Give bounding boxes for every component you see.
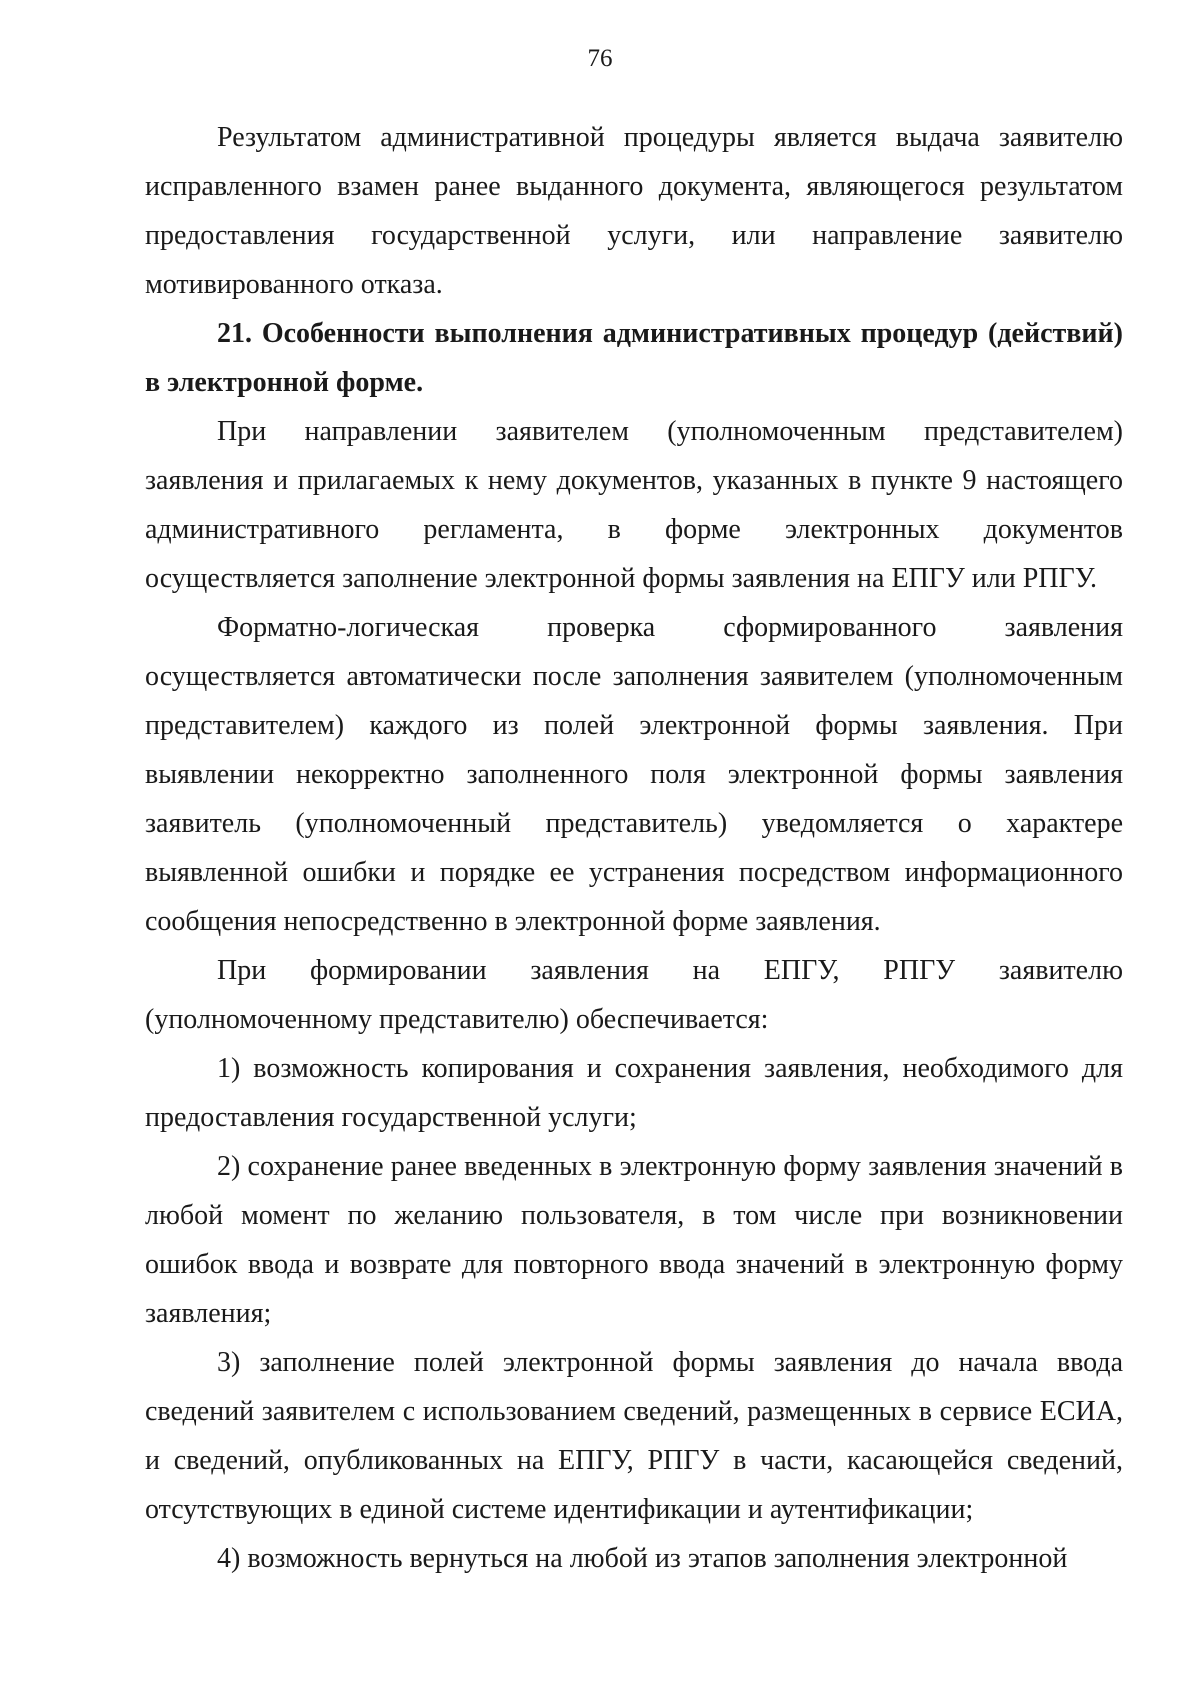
paragraph-submission: При направлении заявителем (уполномоченным представителем) заявления и прилагаемых к нему документов, указанных в пункте 9 настоящего административного регламента, в форме электронных документов осуществляется заполнение электронной формы заявления на ЕПГУ или РПГУ. [145, 416, 1123, 594]
paragraph-provided-features: При формировании заявления на ЕПГУ, РПГУ заявителю (уполномоченному представителю) обеспечивается: [145, 955, 1123, 1035]
list-item-3: 3) заполнение полей электронной формы заявления до начала ввода сведений заявителем с использованием сведений, размещенных в сервисе ЕСИА, и сведений, опубликованных на ЕПГУ, РПГУ в части, касающейся сведений, отсутствующих в единой системе идентификации и аутентификации; [145, 1347, 1123, 1525]
paragraph-format-check: Форматно-логическая проверка сформированного заявления осуществляется автоматически после заполнения заявителем (уполномоченным представителем) каждого из полей электронной формы заявления. При выявлении некорректно заполненного поля электронной формы заявления заявитель (уполномоченный представитель) уведомляется о характере выявленной ошибки и порядке ее устранения посредством информационного сообщения непосредственно в электронной форме заявления. [145, 612, 1123, 937]
page-number: 76 [587, 45, 613, 72]
paragraph-result: Результатом административной процедуры является выдача заявителю исправленного взамен ранее выданного документа, являющегося результатом предоставления государственной услуги, или направление заявителю мотивированного отказа. [145, 122, 1123, 300]
list-item-1: 1) возможность копирования и сохранения заявления, необходимого для предоставления государственной услуги; [145, 1053, 1123, 1133]
list-item-2: 2) сохранение ранее введенных в электронную форму заявления значений в любой момент по желанию пользователя, в том числе при возникновении ошибок ввода и возврате для повторного ввода значений в электронную форму заявления; [145, 1151, 1123, 1329]
section-heading-21: 21. Особенности выполнения административных процедур (действий) в электронной форме. [145, 318, 1123, 398]
list-item-4: 4) возможность вернуться на любой из этапов заполнения электронной [217, 1543, 1068, 1574]
document-body [145, 113, 1123, 1583]
